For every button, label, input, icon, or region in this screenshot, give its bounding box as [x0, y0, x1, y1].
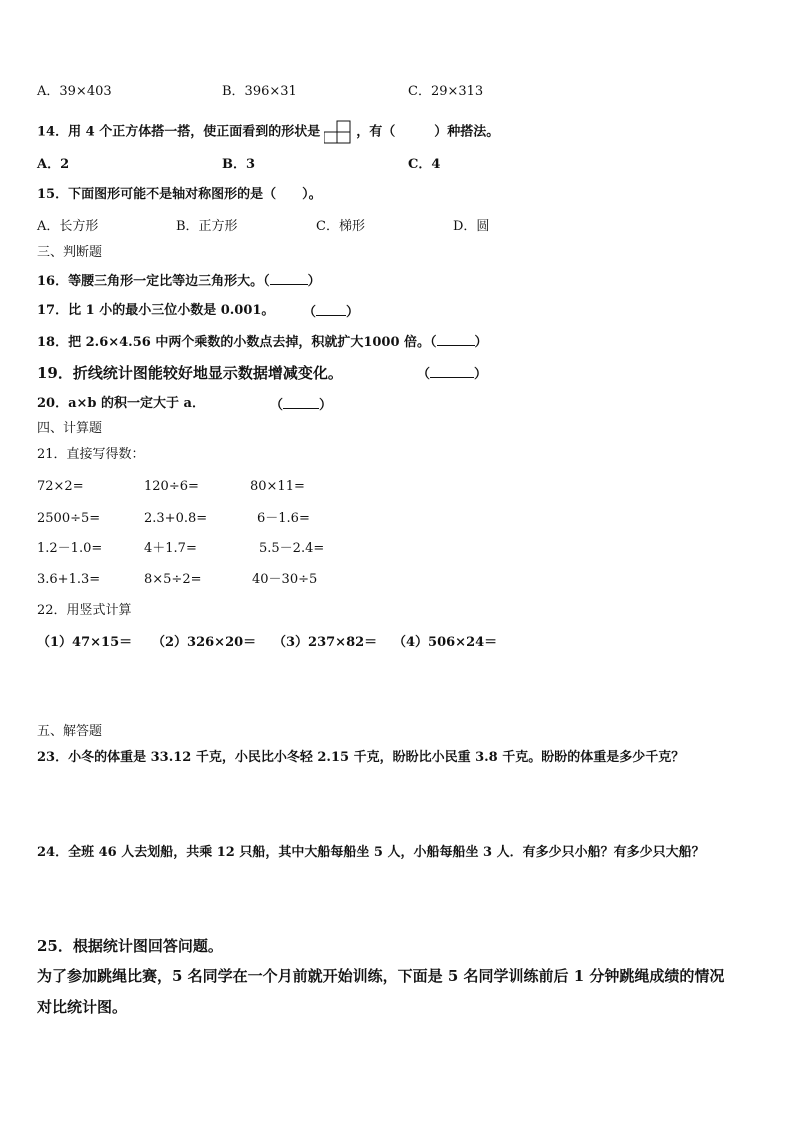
- question-16: [37, 272, 321, 290]
- q22-item-4: （4）506×24＝: [393, 635, 498, 650]
- q21-item: 1.2－1.0=: [37, 541, 103, 556]
- q21-item: 8×5÷2=: [144, 572, 202, 587]
- q21-item: 3.6+1.3=: [37, 572, 101, 587]
- q20-answer-blank[interactable]: [283, 396, 319, 409]
- q13-option-a[interactable]: A．39×403: [37, 84, 112, 99]
- section-4-heading: 四、计算题: [37, 421, 103, 436]
- q21-item: 6－1.6=: [257, 511, 310, 526]
- q17-open: （: [303, 305, 317, 320]
- q19-close: ）: [474, 367, 488, 382]
- q19-open: （: [417, 367, 431, 382]
- question-25-title: 25．根据统计图回答问题。: [37, 937, 223, 955]
- q16-text: 16．等腰三角形一定比等边三角形大。（: [37, 274, 270, 289]
- q21-item: 72×2=: [37, 479, 84, 494]
- question-25-line-2: 对比统计图。: [37, 998, 128, 1016]
- q13-option-c[interactable]: C．29×313: [408, 84, 484, 99]
- question-20: 20．a×b 的积一定大于 a．: [37, 396, 205, 411]
- q21-item: 80×11=: [250, 479, 305, 494]
- q18-text: 18．把 2.6×4.56 中两个乘数的小数点去掉，积就扩大1000 倍。（: [37, 335, 437, 350]
- q15-option-d[interactable]: D．圆: [453, 219, 490, 234]
- q14-text-pre: 14．用 4 个正方体搭一搭，使正面看到的形状是: [37, 124, 321, 140]
- q15-option-c[interactable]: C．梯形: [316, 219, 365, 234]
- section-3-heading: 三、判断题: [37, 245, 103, 260]
- question-22-title: 22．用竖式计算: [37, 603, 132, 618]
- section-5-heading: 五、解答题: [37, 724, 103, 739]
- question-24: 24．全班 46 人去划船，共乘 12 只船，其中大船每船坐 5 人，小船每船坐 3 人．有多少只小船？有多少只大船？: [37, 845, 705, 860]
- q17-close: ）: [346, 305, 360, 320]
- question-25-line-1: 为了参加跳绳比赛，5 名同学在一个月前就开始训练，下面是 5 名同学训练前后 1 分钟跳绳成绩的情况: [37, 967, 725, 985]
- q15-option-b[interactable]: B．正方形: [176, 219, 238, 234]
- q21-item: 5.5－2.4=: [259, 541, 325, 556]
- q22-item-1: （1）47×15＝: [37, 635, 133, 650]
- q18-answer-blank[interactable]: [437, 333, 475, 346]
- question-15: 15．下面图形可能不是轴对称图形的是（ ）。: [37, 187, 322, 202]
- q20-open: （: [270, 398, 284, 413]
- q15-option-a[interactable]: A．长方形: [37, 219, 99, 234]
- q20-close: ）: [319, 398, 333, 413]
- q22-item-2: （2）326×20＝: [152, 635, 257, 650]
- q19-answer-blank[interactable]: [430, 365, 474, 378]
- q17-answer-blank[interactable]: [316, 303, 346, 316]
- q14-text-post: ，有（ ）种搭法。: [356, 124, 500, 140]
- q16-answer-blank[interactable]: [270, 272, 308, 285]
- q21-item: 120÷6=: [144, 479, 199, 494]
- question-14: [37, 120, 499, 144]
- q14-option-a[interactable]: A．2: [37, 157, 70, 172]
- q22-item-3: （3）237×82＝: [273, 635, 378, 650]
- question-18: [37, 333, 488, 351]
- q13-option-b[interactable]: B．396×31: [222, 84, 297, 99]
- q21-item: 4＋1.7=: [144, 541, 197, 556]
- q20-answer: [270, 396, 332, 414]
- q21-item: 40－30÷5: [252, 572, 318, 587]
- q18-close: ）: [474, 335, 488, 350]
- question-21-title: 21．直接写得数：: [37, 447, 145, 462]
- front-view-shape-icon: [324, 120, 352, 144]
- q14-option-b[interactable]: B．3: [222, 157, 256, 172]
- question-23: 23．小冬的体重是 33.12 千克，小民比小冬轻 2.15 千克，盼盼比小民重 3.8 千克。盼盼的体重是多少千克？: [37, 750, 685, 765]
- question-17: 17．比 1 小的最小三位小数是 0.001。: [37, 303, 275, 318]
- q21-item: 2500÷5=: [37, 511, 101, 526]
- question-19: 19．折线统计图能较好地显示数据增减变化。: [37, 364, 343, 382]
- q14-option-c[interactable]: C．4: [408, 157, 441, 172]
- q21-item: 2.3+0.8=: [144, 511, 208, 526]
- q16-close: ）: [307, 274, 321, 289]
- q19-answer: [417, 365, 487, 383]
- q17-answer: [303, 303, 359, 321]
